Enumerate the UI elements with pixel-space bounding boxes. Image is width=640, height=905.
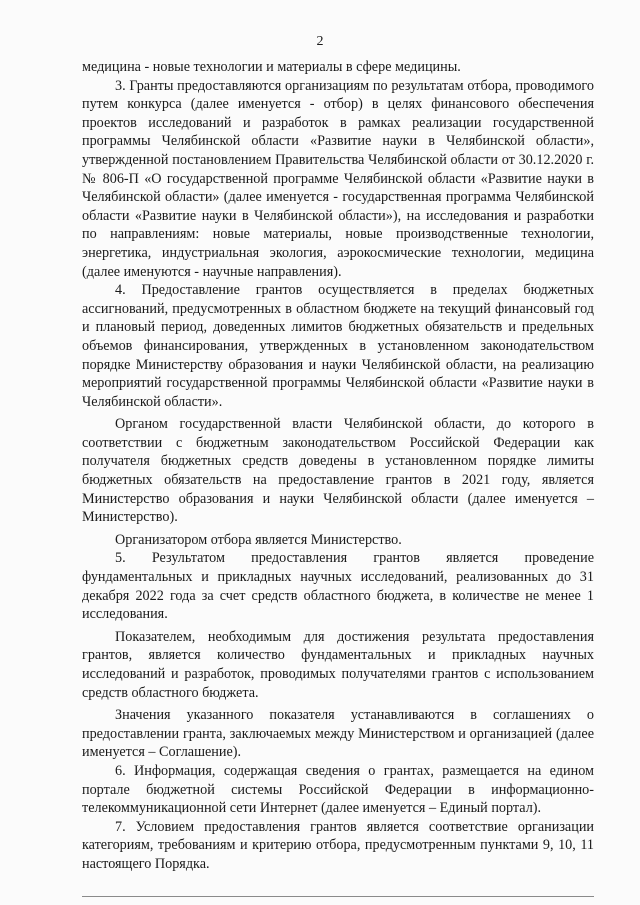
paragraph-item-5: 5. Результатом предоставления грантов является проведение фундаментальных и прикладных научных исследований, реализованных до 31 декабря 2022 года за счет средств областного бюджета, в количестве не менее 1 исследования. bbox=[82, 550, 594, 623]
paragraph-indicator: Показателем, необходимым для достижения результата предоставления грантов, является количество фундаментальных и прикладных научных исследований и разработок, проводимых получателями грантов с использованием средств областного бюджета. bbox=[82, 628, 594, 701]
paragraph-indicator-values: Значения указанного показателя устанавливаются в соглашениях о предоставлении гранта, заключаемых между Министерством и организацией (далее именуется – Соглашение). bbox=[82, 707, 594, 761]
page-number: 2 bbox=[316, 34, 324, 49]
page-bottom-rule bbox=[82, 896, 594, 897]
paragraph-item-3: 3. Гранты предоставляются организациям по результатам отбора, проводимого путем конкурса (далее именуется - отбор) в целях финансового обеспечения проектов исследований и разработок в рамках реализации государственной программы Челябинской области «Развитие науки в Челябинской области», утвержденной постановлением Правительства Челябинской области от 30.12.2020 г. № 806-П «О государственной программе Челябинской области «Развитие науки в Челябинской области» (далее именуется - государственная программа Челябинской области «Развитие науки в Челябинской области»), на исследования и разработки по направлениям: новые материалы, новые производственные технологии, энергетика, индустриальная экология, аэрокосмические технологии, медицина (далее именуются - научные направления). bbox=[82, 77, 594, 280]
paragraph-item-4: 4. Предоставление грантов осуществляется в пределах бюджетных ассигнований, предусмотренных в областном бюджете на текущий финансовый год и плановый период, доведенных лимитов бюджетных обязательств и предельных объемов финансирования, утвержденных в установленном законодательством порядке Министерству образования и науки Челябинской области, на реализацию мероприятий государственной программы Челябинской области «Развитие науки в Челябинской области». bbox=[82, 282, 594, 410]
paragraph-item-7: 7. Условием предоставления грантов является соответствие организации категориям, требованиям и критерию отбора, предусмотренным пунктами 9, 10, 11 настоящего Порядка. bbox=[82, 818, 594, 872]
document-body bbox=[82, 58, 594, 874]
paragraph-organizer: Организатором отбора является Министерство. bbox=[115, 531, 402, 548]
paragraph-item-6: 6. Информация, содержащая сведения о грантах, размещается на едином портале бюджетной системы Российской Федерации в информационно-телекоммуникационной сети Интернет (далее именуется – Единый портал). bbox=[82, 762, 594, 817]
paragraph-continuation: медицина - новые технологии и материалы в сфере медицины. bbox=[82, 59, 461, 75]
paragraph-authority: Органом государственной власти Челябинской области, до которого в соответствии с бюджетным законодательством Российской Федерации как получателя бюджетных средств доведены в установленном порядке лимиты бюджетных обязательств на предоставление грантов в 2021 году, является Министерство образования и науки Челябинской области (далее именуется – Министерство). bbox=[82, 416, 594, 526]
